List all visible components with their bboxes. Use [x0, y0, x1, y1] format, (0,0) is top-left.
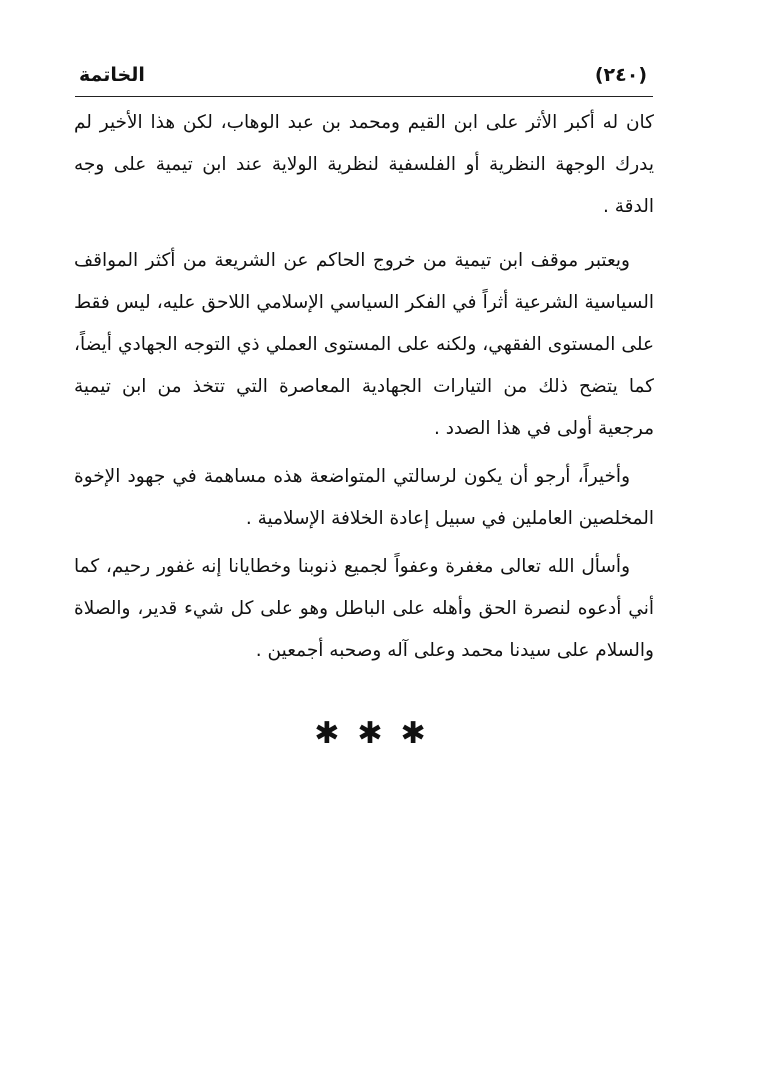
paragraph-2: ويعتبر موقف ابن تيمية من خروج الحاكم عن الشريعة من أكثر المواقف السياسية الشرعية أثراً في الفكر السياسي الإسلامي اللاحق عليه، ليس فقط على المستوى الفقهي، ولكنه على المستوى العملي ذي التوجه الجهادي أيضاً، كما يتضح ذلك من التيارات الجهادية المعاصرة التي تتخذ من ابن تيمية مرجعية أولى في هذا الصدد .	[74, 250, 654, 439]
paragraph-3: وأخيراً، أرجو أن يكون لرسالتي المتواضعة هذه مساهمة في جهود الإخوة المخلصين العاملين في سبيل إعادة الخلافة الإسلامية .	[74, 466, 654, 529]
body-text	[74, 102, 654, 672]
paragraph-1: كان له أكبر الأثر على ابن القيم ومحمد بن عبد الوهاب، لكن هذا الأخير لم يدرك الوجهة النظرية أو الفلسفية لنظرية الولاية عند ابن تيمية على وجه الدقة .	[74, 112, 654, 217]
page-header	[75, 56, 653, 97]
paragraph-4: وأسأل الله تعالى مغفرة وعفواً لجميع ذنوبنا وخطايانا إنه غفور رحيم، كما أني أدعوه لنصرة الحق وأهله على الباطل وهو على كل شيء قدير، والصلاة والسلام على سيدنا محمد وعلى آله وصحبه أجمعين .	[74, 556, 654, 661]
section-separator: ✱✱✱	[314, 716, 444, 751]
page-number: (٢٤٠)	[594, 64, 647, 86]
running-title: الخاتمة	[79, 64, 145, 86]
